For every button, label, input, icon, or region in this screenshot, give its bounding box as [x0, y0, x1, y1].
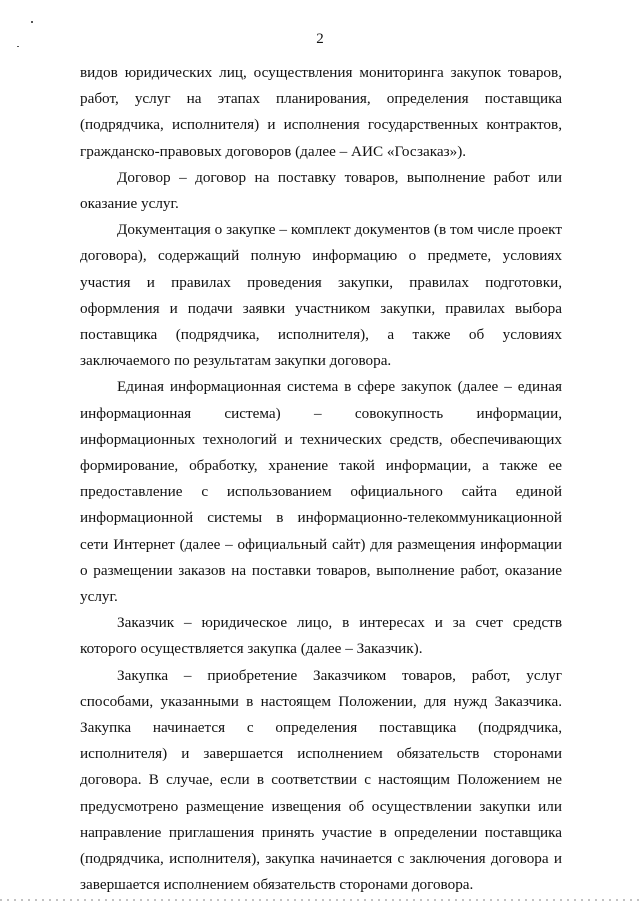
paragraph: Заказчик – юридическое лицо, в интересах и за счет средств которого осуществляется закупка (далее – Заказчик).: [80, 614, 562, 658]
page-number: 2: [316, 31, 324, 47]
document-body: [80, 60, 562, 899]
scan-speck: [31, 21, 33, 23]
paragraph: Документация о закупке – комплект документов (в том числе проект договора), содержащий полную информацию о предмете, условиях участия и правилах проведения закупки, правилах подготовки, оформления и подачи заявки участником закупки, правилах выбора поставщика (подрядчика, исполнителя), а также об условиях заключаемого по результатам закупки договора.: [80, 221, 562, 370]
scan-edge-artifact: [0, 899, 640, 901]
paragraph: Единая информационная система в сфере закупок (далее – единая информационная система) – совокупность информации, информационных технологий и технических средств, обеспечивающих формирование, обработку, хранение такой информации, а также ее предоставление с использованием официального сайта единой информационной системы в информационно-телекоммуникационной сети Интернет (далее – официальный сайт) для размещения информации о размещении заказов на поставки товаров, выполнение работ, оказание услуг.: [80, 378, 562, 606]
paragraph: Закупка – приобретение Заказчиком товаров, работ, услуг способами, указанными в настоящем Положении, для нужд Заказчика. Закупка начинается с определения поставщика (подрядчика, исполнителя) и завершается исполнением обязательств сторонами договора. В случае, если в соответствии с настоящим Положением не предусмотрено размещение извещения об осуществлении закупки или направление приглашения принять участие в определении поставщика (подрядчика, исполнителя), закупка начинается с заключения договора и завершается исполнением обязательств сторонами договора.: [80, 666, 562, 894]
paragraph: видов юридических лиц, осуществления мониторинга закупок товаров, работ, услуг на этапах планирования, определения поставщика (подрядчика, исполнителя) и исполнения государственных контрактов, гражданско-правовых договоров (далее – АИС «Госзаказ»).: [80, 64, 562, 160]
paragraph: Договор – договор на поставку товаров, выполнение работ или оказание услуг.: [80, 168, 562, 213]
